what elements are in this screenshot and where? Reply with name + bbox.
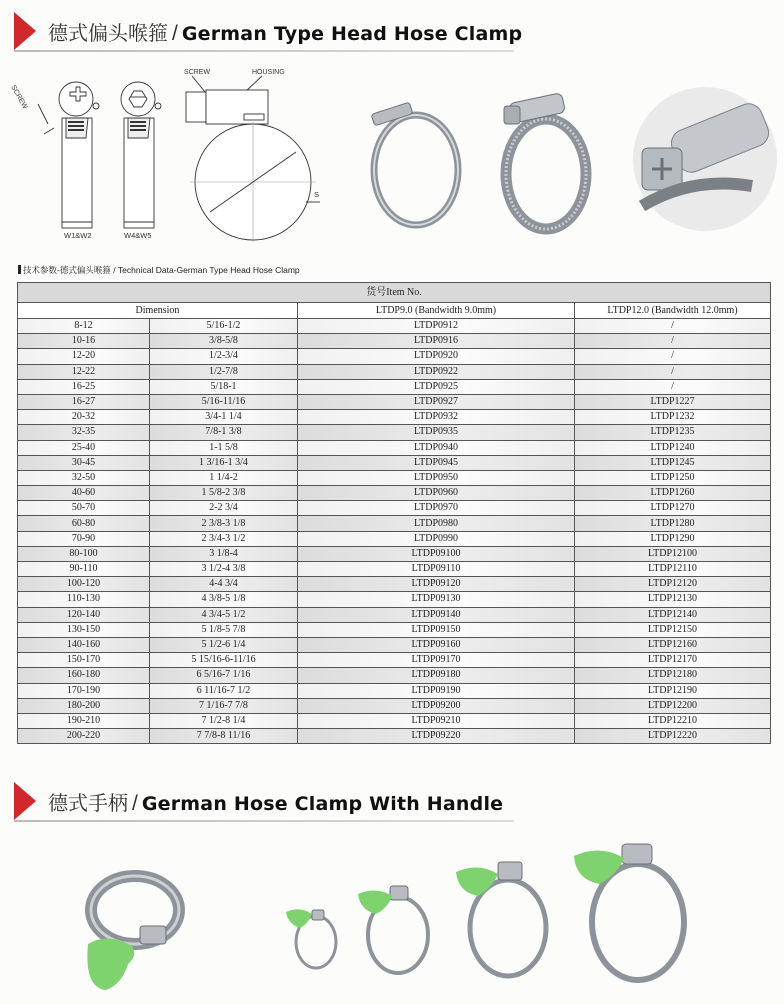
section-title-cn: 德式偏头喉箍	[48, 21, 168, 45]
ltdp9-item-cell: LTDP09180	[298, 668, 575, 683]
dimension-inch-cell: 3 1/8-4	[150, 546, 298, 561]
ltdp9-item-cell: LTDP09130	[298, 592, 575, 607]
ltdp12-item-cell: /	[575, 364, 771, 379]
w1w2-label: W1&W2	[64, 231, 92, 240]
ltdp12-item-cell: LTDP1240	[575, 440, 771, 455]
dimension-mm-cell: 70-90	[18, 531, 150, 546]
ltdp12-item-cell: LTDP12110	[575, 562, 771, 577]
clamp-closeup-photo	[632, 86, 778, 232]
ltdp12-item-cell: LTDP12170	[575, 653, 771, 668]
dimension-mm-cell: 140-160	[18, 637, 150, 652]
section-header-german-type-head	[14, 12, 523, 52]
ltdp12-header: LTDP12.0 (Bandwidth 12.0mm)	[575, 303, 771, 319]
table-row	[18, 379, 771, 394]
dimension-inch-cell: 5 1/2-6 1/4	[150, 637, 298, 652]
technical-data-text: 技术参数-德式偏头喉箍 / Technical Data-German Type Head Hose Clamp	[23, 265, 300, 275]
ltdp9-item-cell: LTDP09220	[298, 729, 575, 744]
clamp-photo-1	[352, 90, 470, 230]
title-separator: /	[172, 22, 178, 45]
ltdp12-item-cell: LTDP1232	[575, 410, 771, 425]
ltdp12-item-cell: LTDP1245	[575, 455, 771, 470]
table-row	[18, 470, 771, 485]
ltdp9-item-cell: LTDP0945	[298, 455, 575, 470]
section-title	[48, 17, 522, 46]
ltdp12-item-cell: LTDP12100	[575, 546, 771, 561]
dimension-mm-cell: 30-45	[18, 455, 150, 470]
table-header-row-1	[18, 283, 771, 303]
table-row	[18, 546, 771, 561]
dimension-inch-cell: 5 1/8-5 7/8	[150, 622, 298, 637]
dimension-mm-cell: 130-150	[18, 622, 150, 637]
table-row	[18, 334, 771, 349]
ltdp9-header: LTDP9.0 (Bandwidth 9.0mm)	[298, 303, 575, 319]
table-row	[18, 486, 771, 501]
dimension-mm-cell: 150-170	[18, 653, 150, 668]
dimension-mm-cell: 120-140	[18, 607, 150, 622]
ltdp12-item-cell: LTDP12160	[575, 637, 771, 652]
table-row	[18, 349, 771, 364]
dimension-inch-cell: 1/2-7/8	[150, 364, 298, 379]
dimension-inch-cell: 1 5/8-2 3/8	[150, 486, 298, 501]
table-row	[18, 531, 771, 546]
ltdp12-item-cell: LTDP12150	[575, 622, 771, 637]
dimension-mm-cell: 200-220	[18, 729, 150, 744]
ltdp9-item-cell: LTDP0922	[298, 364, 575, 379]
ltdp12-item-cell: LTDP12220	[575, 729, 771, 744]
ltdp12-item-cell: LTDP1260	[575, 486, 771, 501]
ltdp9-item-cell: LTDP09170	[298, 653, 575, 668]
table-row	[18, 713, 771, 728]
ltdp9-item-cell: LTDP0932	[298, 410, 575, 425]
ltdp12-item-cell: LTDP1280	[575, 516, 771, 531]
table-row	[18, 364, 771, 379]
dimension-inch-cell: 1 1/4-2	[150, 470, 298, 485]
dimension-inch-cell: 2 3/4-3 1/2	[150, 531, 298, 546]
table-row	[18, 683, 771, 698]
ltdp9-item-cell: LTDP0990	[298, 531, 575, 546]
dimension-header: Dimension	[18, 303, 298, 319]
ltdp12-item-cell: LTDP12140	[575, 607, 771, 622]
dimension-inch-cell: 7 1/2-8 1/4	[150, 713, 298, 728]
dimension-mm-cell: 170-190	[18, 683, 150, 698]
dimension-mm-cell: 60-80	[18, 516, 150, 531]
dimension-inch-cell: 5/18-1	[150, 379, 298, 394]
dimension-inch-cell: 4-4 3/4	[150, 577, 298, 592]
header-rule	[14, 50, 514, 52]
dimension-mm-cell: 100-120	[18, 577, 150, 592]
ltdp12-item-cell: LTDP12130	[575, 592, 771, 607]
screw-label: SCREW	[184, 69, 211, 76]
table-row	[18, 394, 771, 409]
housing-label: HOUSING	[252, 69, 285, 76]
dimension-mm-cell: 40-60	[18, 486, 150, 501]
clamp-side-view-2	[121, 82, 161, 228]
table-row	[18, 410, 771, 425]
dimension-mm-cell: 190-210	[18, 713, 150, 728]
dimension-mm-cell: 25-40	[18, 440, 150, 455]
dimension-mm-cell: 90-110	[18, 562, 150, 577]
ltdp9-item-cell: LTDP0940	[298, 440, 575, 455]
ltdp9-item-cell: LTDP0970	[298, 501, 575, 516]
section-title-en: German Hose Clamp With Handle	[141, 793, 504, 815]
ltdp9-item-cell: LTDP09150	[298, 622, 575, 637]
ltdp12-item-cell: LTDP1270	[575, 501, 771, 516]
ltdp12-item-cell: LTDP1235	[575, 425, 771, 440]
handle-clamp-photo-1	[284, 904, 344, 974]
section-header-handle-clamp	[14, 782, 514, 822]
table-row	[18, 637, 771, 652]
dimension-mm-cell: 20-32	[18, 410, 150, 425]
dimension-inch-cell: 6 5/16-7 1/16	[150, 668, 298, 683]
table-row	[18, 622, 771, 637]
ltdp9-item-cell: LTDP0935	[298, 425, 575, 440]
w4w5-label: W4&W5	[124, 231, 152, 240]
ltdp9-item-cell: LTDP0912	[298, 319, 575, 334]
dimension-inch-cell: 2-2 3/4	[150, 501, 298, 516]
dimension-inch-cell: 1 3/16-1 3/4	[150, 455, 298, 470]
dimension-mm-cell: 12-22	[18, 364, 150, 379]
dimension-mm-cell: 80-100	[18, 546, 150, 561]
clamp-front-view	[186, 76, 320, 242]
dimension-mm-cell: 8-12	[18, 319, 150, 334]
dimension-inch-cell: 1/2-3/4	[150, 349, 298, 364]
dimension-inch-cell: 7/8-1 3/8	[150, 425, 298, 440]
ltdp9-item-cell: LTDP09100	[298, 546, 575, 561]
ltdp12-item-cell: /	[575, 334, 771, 349]
dimension-mm-cell: 50-70	[18, 501, 150, 516]
ltdp9-item-cell: LTDP09140	[298, 607, 575, 622]
table-row	[18, 729, 771, 744]
spec-table	[17, 282, 771, 744]
s-label: S	[314, 190, 320, 199]
dimension-inch-cell: 7 1/16-7 7/8	[150, 698, 298, 713]
table-row	[18, 455, 771, 470]
table-row	[18, 698, 771, 713]
table-row	[18, 653, 771, 668]
ltdp9-item-cell: LTDP09210	[298, 713, 575, 728]
dimension-mm-cell: 32-50	[18, 470, 150, 485]
dimension-inch-cell: 3/4-1 1/4	[150, 410, 298, 425]
ltdp9-item-cell: LTDP0925	[298, 379, 575, 394]
table-row	[18, 501, 771, 516]
dimension-mm-cell: 16-25	[18, 379, 150, 394]
ltdp12-item-cell: /	[575, 379, 771, 394]
label-bar-icon	[18, 265, 21, 274]
dimension-mm-cell: 160-180	[18, 668, 150, 683]
dimension-mm-cell: 16-27	[18, 394, 150, 409]
dimension-mm-cell: 10-16	[18, 334, 150, 349]
ltdp9-item-cell: LTDP0920	[298, 349, 575, 364]
dimension-inch-cell: 5/16-11/16	[150, 394, 298, 409]
table-row	[18, 516, 771, 531]
section-title-cn: 德式手柄	[48, 791, 128, 815]
dimension-inch-cell: 4 3/4-5 1/2	[150, 607, 298, 622]
item-no-header: 货号Item No.	[18, 283, 771, 303]
clamp-photo-2	[490, 86, 600, 236]
handle-clamp-photo-3	[454, 858, 554, 982]
handle-clamp-photo-large	[80, 862, 190, 992]
ltdp9-item-cell: LTDP0980	[298, 516, 575, 531]
header-rule	[14, 820, 514, 822]
ltdp12-item-cell: LTDP12190	[575, 683, 771, 698]
dimension-inch-cell: 4 3/8-5 1/8	[150, 592, 298, 607]
table-header-row-2	[18, 303, 771, 319]
dimension-inch-cell: 5/16-1/2	[150, 319, 298, 334]
ltdp12-item-cell: LTDP1250	[575, 470, 771, 485]
ltdp12-item-cell: /	[575, 349, 771, 364]
ltdp9-item-cell: LTDP0916	[298, 334, 575, 349]
handle-clamp-photo-2	[356, 880, 436, 980]
section-title	[48, 787, 503, 816]
ltdp12-item-cell: LTDP12200	[575, 698, 771, 713]
dimension-mm-cell: 12-20	[18, 349, 150, 364]
ltdp12-item-cell: LTDP12180	[575, 668, 771, 683]
dimension-mm-cell: 110-130	[18, 592, 150, 607]
dimension-inch-cell: 5 15/16-6-11/16	[150, 653, 298, 668]
title-separator: /	[132, 792, 138, 815]
ltdp12-item-cell: LTDP1290	[575, 531, 771, 546]
handle-clamp-photo-4	[572, 842, 692, 988]
table-row	[18, 440, 771, 455]
dimension-inch-cell: 2 3/8-3 1/8	[150, 516, 298, 531]
section-title-en: German Type Head Hose Clamp	[181, 23, 523, 45]
technical-data-label	[18, 264, 300, 276]
dimension-inch-cell: 3 1/2-4 3/8	[150, 562, 298, 577]
ltdp9-item-cell: LTDP09110	[298, 562, 575, 577]
table-row	[18, 668, 771, 683]
dimension-inch-cell: 1-1 5/8	[150, 440, 298, 455]
ltdp9-item-cell: LTDP0927	[298, 394, 575, 409]
dimension-mm-cell: 180-200	[18, 698, 150, 713]
ltdp9-item-cell: LTDP0960	[298, 486, 575, 501]
red-triangle-icon	[14, 12, 36, 50]
ltdp9-item-cell: LTDP09160	[298, 637, 575, 652]
table-row	[18, 577, 771, 592]
dimension-mm-cell: 32-35	[18, 425, 150, 440]
table-row	[18, 607, 771, 622]
ltdp12-item-cell: /	[575, 319, 771, 334]
ltdp9-item-cell: LTDP09200	[298, 698, 575, 713]
table-row	[18, 592, 771, 607]
table-row	[18, 319, 771, 334]
dimension-inch-cell: 7 7/8-8 11/16	[150, 729, 298, 744]
ltdp9-item-cell: LTDP0950	[298, 470, 575, 485]
ltdp12-item-cell: LTDP12120	[575, 577, 771, 592]
technical-diagram	[0, 62, 340, 242]
table-row	[18, 562, 771, 577]
ltdp12-item-cell: LTDP12210	[575, 713, 771, 728]
clamp-side-view-1	[38, 82, 99, 228]
ltdp9-item-cell: LTDP09190	[298, 683, 575, 698]
dimension-inch-cell: 3/8-5/8	[150, 334, 298, 349]
dimension-inch-cell: 6 11/16-7 1/2	[150, 683, 298, 698]
screw-side-label: SCREW	[9, 84, 29, 111]
ltdp12-item-cell: LTDP1227	[575, 394, 771, 409]
red-triangle-icon	[14, 782, 36, 820]
ltdp9-item-cell: LTDP09120	[298, 577, 575, 592]
table-row	[18, 425, 771, 440]
